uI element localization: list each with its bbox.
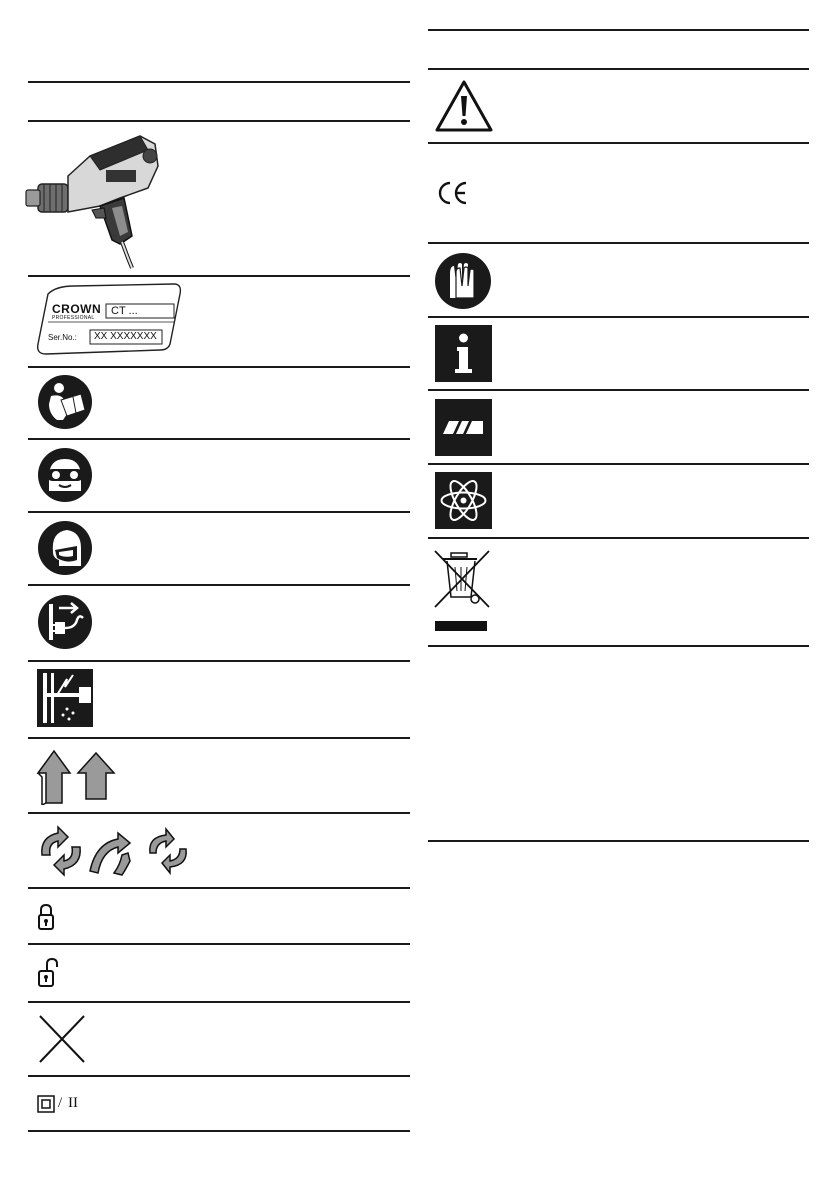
- divider: [428, 68, 809, 70]
- divider: [28, 1130, 410, 1132]
- battery-icon: [435, 399, 492, 456]
- divider: [28, 943, 410, 945]
- divider: [28, 275, 410, 277]
- hidden-wiring-hazard-icon: [37, 669, 93, 727]
- divider: [428, 840, 809, 842]
- ce-mark-icon: [436, 181, 468, 205]
- dust-mask-icon: [37, 520, 93, 576]
- divider: [28, 737, 410, 739]
- divider: [28, 812, 410, 814]
- divider: [28, 1075, 410, 1077]
- divider: [28, 1001, 410, 1003]
- divider: [428, 389, 809, 391]
- divider: [28, 366, 410, 368]
- warning-triangle-icon: [433, 78, 495, 134]
- lock-open-icon: [38, 957, 58, 989]
- divider: [28, 438, 410, 440]
- divider: [428, 29, 809, 31]
- protection-class-roman: II: [68, 1095, 78, 1111]
- up-arrows-icon: [34, 747, 120, 805]
- divider: [428, 142, 809, 144]
- divider: [428, 316, 809, 318]
- divider: [428, 463, 809, 465]
- info-icon: [435, 325, 492, 382]
- divider: [28, 887, 410, 889]
- serial-label: Ser.No.:: [48, 333, 77, 342]
- divider: [28, 584, 410, 586]
- divider: [428, 242, 809, 244]
- double-insulation-icon: [37, 1095, 55, 1113]
- divider: [28, 81, 410, 83]
- unplug-before-service-icon: [37, 594, 93, 650]
- divider: [428, 645, 809, 647]
- brand-subtitle: PROFESSIONAL: [52, 315, 95, 321]
- divider: [428, 537, 809, 539]
- model-number: CT ...: [111, 305, 138, 317]
- atom-icon: [435, 472, 492, 529]
- protection-class-separator: /: [58, 1095, 63, 1111]
- divider: [28, 511, 410, 513]
- drill-product-image: [20, 126, 170, 271]
- brand-logo: CROWN: [52, 302, 102, 316]
- serial-value: XX XXXXXXX: [94, 331, 157, 342]
- rotation-direction-icon: [34, 825, 194, 877]
- nameplate-label: [34, 280, 184, 358]
- divider: [28, 120, 410, 122]
- lock-closed-icon: [38, 903, 54, 931]
- read-manual-icon: [37, 374, 93, 430]
- safety-goggles-icon: [37, 447, 93, 503]
- divider: [28, 660, 410, 662]
- cross-icon: [36, 1012, 88, 1066]
- gloves-icon: [434, 252, 492, 310]
- weee-bin-icon: [433, 549, 493, 633]
